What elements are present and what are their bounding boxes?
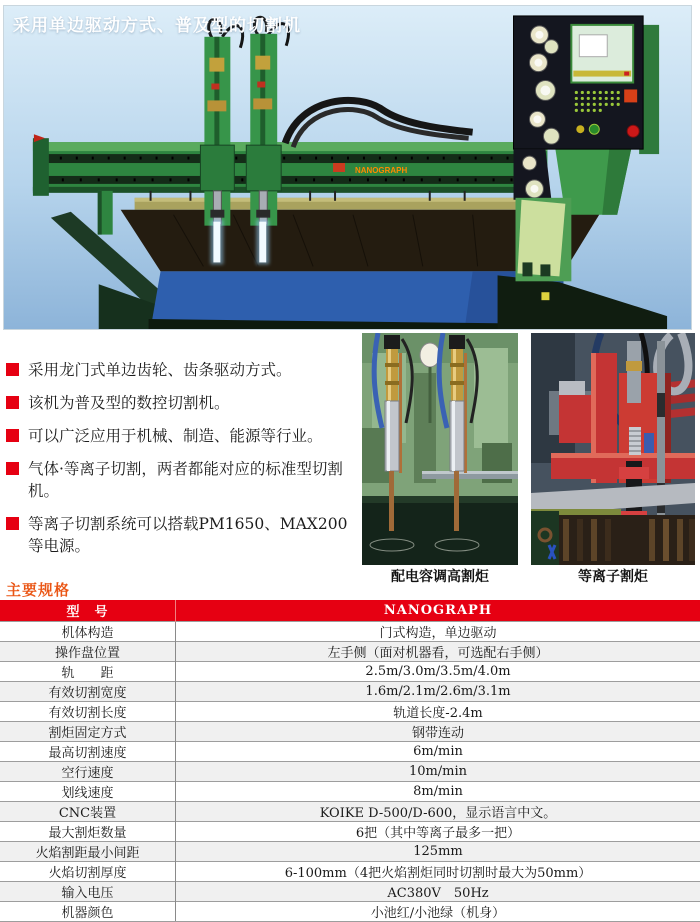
capacitive-height-torch-photo <box>362 333 518 565</box>
spec-label: 有效切割宽度 <box>0 682 176 702</box>
spec-value: 2.5m/3.0m/3.5m/4.0m <box>176 662 700 682</box>
feature-item <box>6 513 358 557</box>
spec-label: 有效切割长度 <box>0 702 176 722</box>
spec-label: 最高切割速度 <box>0 742 176 762</box>
table-row <box>0 842 700 862</box>
feature-item <box>6 425 358 447</box>
beam-brand-label: NANOGRAPH <box>355 166 407 175</box>
red-square-bullet-icon <box>6 429 19 442</box>
table-row <box>0 662 700 682</box>
spec-label: 火焰切割厚度 <box>0 862 176 882</box>
table-row <box>0 722 700 742</box>
spec-value: 1.6m/2.1m/2.6m/3.1m <box>176 682 700 702</box>
spec-value: 8m/min <box>176 782 700 802</box>
table-row <box>0 702 700 722</box>
spec-value: 小池红/小池绿（机身） <box>176 902 700 922</box>
spec-value: 门式构造，单边驱动 <box>176 622 700 642</box>
feature-item <box>6 458 358 502</box>
spec-value: 6把（其中等离子最多一把） <box>176 822 700 842</box>
table-row <box>0 782 700 802</box>
specs-header-row <box>0 600 700 622</box>
feature-text: 等离子切割系统可以搭载PM1650、MAX200等电源。 <box>28 513 358 557</box>
spec-value: 轨道长度-2.4m <box>176 702 700 722</box>
spec-label: 割炬固定方式 <box>0 722 176 742</box>
red-square-bullet-icon <box>6 396 19 409</box>
spec-value: KOIKE D-500/D-600，显示语言中文。 <box>176 802 700 822</box>
table-row <box>0 682 700 702</box>
spec-label: 输入电压 <box>0 882 176 902</box>
photo1-caption: 配电容调高割炬 <box>362 566 518 586</box>
feature-list <box>6 359 358 568</box>
table-row <box>0 762 700 782</box>
spec-label: 操作盘位置 <box>0 642 176 662</box>
torch-photo-illustration <box>362 333 518 565</box>
cutting-machine-illustration <box>4 6 691 329</box>
plasma-torch-illustration <box>531 333 695 565</box>
specs-header-label: 型 号 <box>0 600 176 622</box>
spec-label: 划线速度 <box>0 782 176 802</box>
specs-section-title: 主要规格 <box>6 579 70 600</box>
table-row <box>0 622 700 642</box>
feature-item <box>6 359 358 381</box>
spec-value: 钢带连动 <box>176 722 700 742</box>
spec-label: 最大割炬数量 <box>0 822 176 842</box>
table-row <box>0 822 700 842</box>
spec-value: 10m/min <box>176 762 700 782</box>
spec-value: AC380V 50Hz <box>176 882 700 902</box>
main-product-photo <box>3 5 692 330</box>
table-row <box>0 862 700 882</box>
spec-value: 6m/min <box>176 742 700 762</box>
red-square-bullet-icon <box>6 462 19 475</box>
photo2-caption: 等离子割炬 <box>531 566 695 586</box>
specs-table <box>0 600 700 922</box>
spec-value: 6-100mm（4把火焰割炬同时切割时最大为50mm） <box>176 862 700 882</box>
table-row <box>0 802 700 822</box>
red-square-bullet-icon <box>6 517 19 530</box>
feature-item <box>6 392 358 414</box>
spec-value: 125mm <box>176 842 700 862</box>
plasma-torch-photo <box>531 333 695 565</box>
table-row <box>0 642 700 662</box>
page-title: 采用单边驱动方式、普及型的切割机 <box>13 11 301 36</box>
spec-label: 轨 距 <box>0 662 176 682</box>
spec-label: 机器颜色 <box>0 902 176 922</box>
red-square-bullet-icon <box>6 363 19 376</box>
table-row <box>0 742 700 762</box>
table-row <box>0 882 700 902</box>
feature-text: 该机为普及型的数控切割机。 <box>28 392 230 414</box>
spec-label: 火焰割距最小间距 <box>0 842 176 862</box>
spec-label: 空行速度 <box>0 762 176 782</box>
spec-label: CNC装置 <box>0 802 176 822</box>
specs-header-value: NANOGRAPH <box>176 600 700 622</box>
spec-value: 左手侧（面对机器看，可选配右手侧） <box>176 642 700 662</box>
feature-text: 可以广泛应用于机械、制造、能源等行业。 <box>28 425 323 447</box>
spec-label: 机体构造 <box>0 622 176 642</box>
feature-text: 采用龙门式单边齿轮、齿条驱动方式。 <box>28 359 292 381</box>
feature-text: 气体·等离子切割，两者都能对应的标准型切割机。 <box>28 458 358 502</box>
